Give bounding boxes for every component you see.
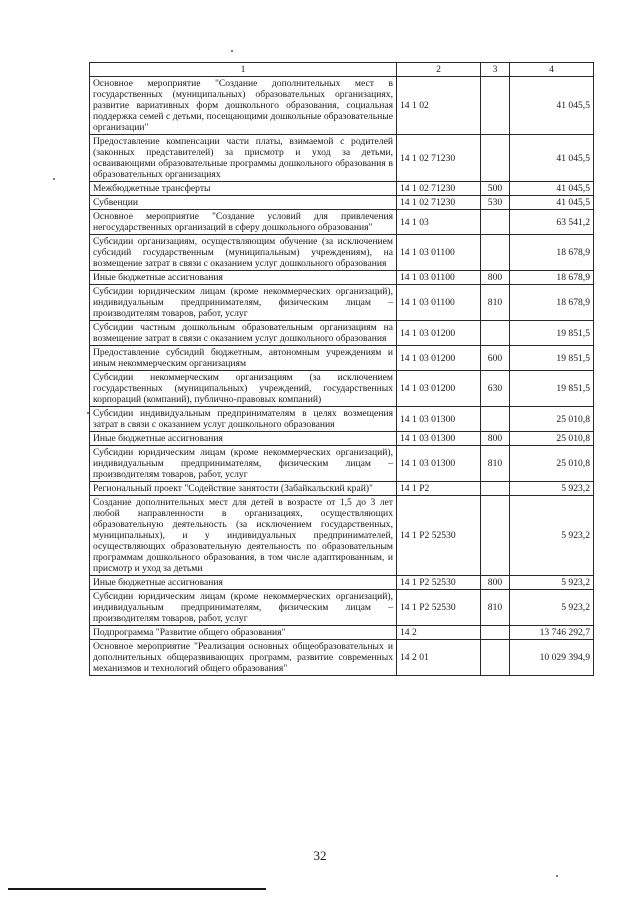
row-code-cell: 14 1 03 01300: [397, 446, 481, 482]
row-name-cell: Иные бюджетные ассигнования: [90, 432, 397, 446]
row-vr-cell: [481, 77, 510, 135]
row-name-cell: Субсидии некоммерческим организациям (за исключением государственных (муниципальных) учреждений, государственных корпораций (компаний), публично-правовых компаний): [90, 371, 397, 407]
row-name-cell: Субсидии юридическим лицам (кроме некоммерческих организаций), индивидуальным предпринимателям, физическим лицам – производителям товаров, работ, услуг: [90, 446, 397, 482]
row-sum-cell: 25 010,8: [510, 432, 594, 446]
table-row: [90, 496, 594, 576]
row-code-cell: 14 1 03 01300: [397, 407, 481, 432]
row-vr-cell: 530: [481, 196, 510, 210]
row-code-cell: 14 1 02 71230: [397, 196, 481, 210]
table-row: [90, 235, 594, 271]
row-vr-cell: [481, 626, 510, 640]
row-code-cell: 14 1 02 71230: [397, 182, 481, 196]
row-sum-cell: 25 010,8: [510, 446, 594, 482]
row-vr-cell: [481, 210, 510, 235]
table-row: [90, 285, 594, 321]
row-name-cell: Основное мероприятие "Реализация основных общеобразовательных и дополнительных общеразвивающих программ, развитие современных механизмов и технологий общего образования": [90, 640, 397, 676]
row-vr-cell: [481, 640, 510, 676]
table-row: [90, 626, 594, 640]
row-code-cell: 14 1 03 01100: [397, 285, 481, 321]
row-vr-cell: [481, 321, 510, 346]
footer-line: [8, 888, 266, 890]
table-row: [90, 346, 594, 371]
page-number: 32: [313, 848, 327, 863]
row-name-cell: Субсидии частным дошкольным образовательным организациям на возмещение затрат в связи с оказанием услуг дошкольного образования: [90, 321, 397, 346]
table-row: [90, 271, 594, 285]
row-sum-cell: 19 851,5: [510, 371, 594, 407]
table-row: [90, 321, 594, 346]
row-sum-cell: 19 851,5: [510, 321, 594, 346]
row-name-cell: Иные бюджетные ассигнования: [90, 576, 397, 590]
row-name-cell: Предоставление субсидий бюджетным, автономным учреждениям и иным некоммерческим организациям: [90, 346, 397, 371]
table-row: [90, 590, 594, 626]
row-sum-cell: 41 045,5: [510, 196, 594, 210]
row-sum-cell: 5 923,2: [510, 482, 594, 496]
table-row: [90, 576, 594, 590]
table-row: [90, 446, 594, 482]
row-code-cell: 14 1 03 01200: [397, 371, 481, 407]
row-name-cell: Иные бюджетные ассигнования: [90, 271, 397, 285]
header-col-1: 1: [90, 63, 397, 77]
row-sum-cell: 5 923,2: [510, 590, 594, 626]
row-sum-cell: 41 045,5: [510, 182, 594, 196]
table-row: [90, 182, 594, 196]
header-col-3: 3: [481, 63, 510, 77]
row-code-cell: 14 1 03 01200: [397, 346, 481, 371]
table-row: [90, 196, 594, 210]
table-row: [90, 371, 594, 407]
row-code-cell: 14 1 P2: [397, 482, 481, 496]
row-vr-cell: 800: [481, 271, 510, 285]
row-sum-cell: 18 678,9: [510, 271, 594, 285]
row-name-cell: Региональный проект "Содействие занятости (Забайкальский край)": [90, 482, 397, 496]
row-vr-cell: 600: [481, 346, 510, 371]
header-col-4: 4: [510, 63, 594, 77]
row-name-cell: Основное мероприятие "Создание условий для привлечения негосударственных организаций в сферу дошкольного образования": [90, 210, 397, 235]
row-name-cell: Создание дополнительных мест для детей в возрасте от 1,5 до 3 лет любой направленности в организациях, осуществляющих образовательную деятельность (за исключением государственных, муниципальных), и у индивидуальных предпринимателей, осуществляющих образовательную деятельность по образовательным программам дошкольного образования, в том числе адаптированным, и присмотр и уход за детьми: [90, 496, 397, 576]
header-col-2: 2: [397, 63, 481, 77]
row-vr-cell: 810: [481, 590, 510, 626]
budget-table: [89, 62, 594, 676]
row-code-cell: 14 1 02: [397, 77, 481, 135]
row-sum-cell: 63 541,2: [510, 210, 594, 235]
row-name-cell: Субсидии юридическим лицам (кроме некоммерческих организаций), индивидуальным предпринимателям, физическим лицам – производителям товаров, работ, услуг: [90, 590, 397, 626]
row-sum-cell: 25 010,8: [510, 407, 594, 432]
row-sum-cell: 10 029 394,9: [510, 640, 594, 676]
row-vr-cell: 810: [481, 285, 510, 321]
row-name-cell: Основное мероприятие "Создание дополнительных мест в государственных (муниципальных) образовательных организациях, развитие вариативных форм дошкольного образования, социальная поддержка семей с детьми, посещающими дошкольные образовательные организации": [90, 77, 397, 135]
row-vr-cell: 800: [481, 432, 510, 446]
row-sum-cell: 41 045,5: [510, 135, 594, 182]
table-row: [90, 482, 594, 496]
row-name-cell: Субсидии индивидуальным предпринимателям в целях возмещения затрат в связи с оказанием услуг дошкольного образования: [90, 407, 397, 432]
row-code-cell: 14 1 P2 52530: [397, 576, 481, 590]
row-sum-cell: 5 923,2: [510, 576, 594, 590]
table-row: [90, 407, 594, 432]
row-code-cell: 14 1 02 71230: [397, 135, 481, 182]
row-name-cell: Подпрограмма "Развитие общего образования": [90, 626, 397, 640]
row-vr-cell: 500: [481, 182, 510, 196]
table-row: [90, 135, 594, 182]
row-vr-cell: [481, 407, 510, 432]
row-sum-cell: 18 678,9: [510, 235, 594, 271]
row-code-cell: 14 1 03 01100: [397, 235, 481, 271]
row-sum-cell: 19 851,5: [510, 346, 594, 371]
row-vr-cell: [481, 135, 510, 182]
row-vr-cell: 800: [481, 576, 510, 590]
row-vr-cell: [481, 482, 510, 496]
row-name-cell: Субсидии организациям, осуществляющим обучение (за исключением субсидий государственным (муниципальным) учреждениям), на возмещение затрат в связи с оказанием услуг дошкольного образования: [90, 235, 397, 271]
row-code-cell: 14 1 P2 52530: [397, 590, 481, 626]
table-row: [90, 432, 594, 446]
row-vr-cell: [481, 235, 510, 271]
row-name-cell: Межбюджетные трансферты: [90, 182, 397, 196]
row-sum-cell: 18 678,9: [510, 285, 594, 321]
row-vr-cell: [481, 496, 510, 576]
row-vr-cell: 630: [481, 371, 510, 407]
row-code-cell: 14 2: [397, 626, 481, 640]
table-row: [90, 640, 594, 676]
table-row: [90, 77, 594, 135]
row-vr-cell: 810: [481, 446, 510, 482]
row-code-cell: 14 1 03: [397, 210, 481, 235]
row-name-cell: Субсидии юридическим лицам (кроме некоммерческих организаций), индивидуальным предпринимателям, физическим лицам – производителям товаров, работ, услуг: [90, 285, 397, 321]
row-code-cell: 14 1 03 01300: [397, 432, 481, 446]
row-code-cell: 14 2 01: [397, 640, 481, 676]
row-name-cell: Предоставление компенсации части платы, взимаемой с родителей (законных представителей) за присмотр и уход за детьми, осваивающими образовательные программы дошкольного образования в образовательных организациях: [90, 135, 397, 182]
row-code-cell: 14 1 03 01100: [397, 271, 481, 285]
row-code-cell: 14 1 03 01200: [397, 321, 481, 346]
row-sum-cell: 41 045,5: [510, 77, 594, 135]
row-sum-cell: 13 746 292,7: [510, 626, 594, 640]
row-sum-cell: 5 923,2: [510, 496, 594, 576]
table-header-row: [90, 63, 594, 77]
row-name-cell: Субвенции: [90, 196, 397, 210]
table-body: [90, 77, 594, 676]
row-code-cell: 14 1 P2 52530: [397, 496, 481, 576]
table-row: [90, 210, 594, 235]
